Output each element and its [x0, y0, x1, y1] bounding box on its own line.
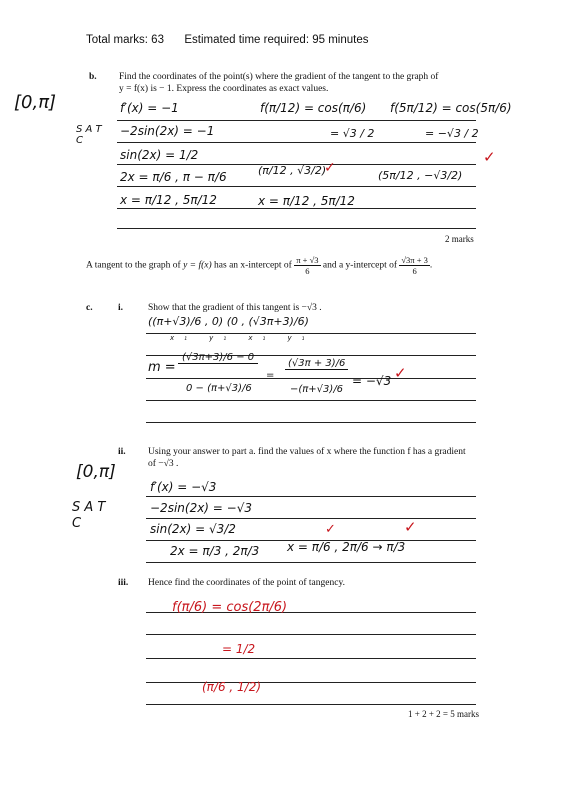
part-c-i-m-den: 0 − (π+√3)/6 [186, 383, 252, 394]
part-b-eval1c: (π/12 , √3/2) [258, 164, 327, 177]
part-c-i-equals: = [266, 370, 275, 381]
part-c-ii-answer: x = π/6 , 2π/6 → π/3 [287, 540, 406, 554]
part-c-iii-step-2: = 1/2 [222, 642, 256, 656]
part-c-i-m: m = [148, 360, 176, 375]
stem-xint-num: π + √3 [296, 255, 319, 265]
estimated-time: Estimated time required: 95 minutes [184, 34, 369, 46]
part-c-i-m-num: (√3π+3)/6 − 0 [178, 352, 258, 364]
part-b-marks: 2 marks [445, 234, 474, 244]
part-c-ii-step-4: 2x = π/3 , 2π/3 [170, 544, 260, 558]
part-b-margin-domain: [0,π] [14, 92, 57, 113]
part-c-i-step-num: (√3π + 3)/6 [285, 358, 348, 370]
part-c-ii-question [148, 446, 478, 470]
part-c-i-points: ((π+√3)/6 , 0) (0 , (√3π+3)/6) [148, 315, 309, 328]
part-b-step-1: f′(x) = −1 [120, 101, 179, 115]
part-b-step-2: −2sin(2x) = −1 [120, 124, 215, 138]
part-c-iii-question: Hence find the coordinates of the point of tangency. [148, 578, 345, 588]
stem-yint-den: 6 [412, 266, 417, 276]
part-b-check-2: ✓ [483, 148, 496, 166]
part-c-ii-question-line2: of −√3 . [148, 459, 179, 469]
part-c-ii-question-line1: Using your answer to part a. find the values of x where the function f has a gradient [148, 447, 466, 457]
part-c-iii-step-3: (π/6 , 1/2) [202, 680, 262, 694]
part-b-eval1: f(π/12) = cos(π/6) [260, 101, 367, 115]
part-b-eval1b: = √3 / 2 [330, 127, 375, 140]
part-b-question [119, 71, 479, 95]
part-c-ii-check-1: ✓ [325, 522, 336, 537]
stem-text-c: has an x-intercept of [214, 260, 292, 271]
part-c-i-question: Show that the gradient of this tangent is −√3 . [148, 303, 322, 313]
part-c-ii-step-3: sin(2x) = √3/2 [150, 522, 236, 536]
total-marks: Total marks: 63 [86, 34, 164, 46]
part-b-margin-cast: S A T C [76, 124, 102, 146]
part-b-step-5: x = π/12 , 5π/12 [120, 193, 217, 207]
part-c-ii-margin-cast: S A T C [72, 500, 106, 531]
part-c-ii-margin-domain: [0,π] [76, 462, 116, 482]
part-c-ii-label: ii. [118, 447, 126, 457]
part-b-step-4: 2x = π/6 , π − π/6 [120, 170, 227, 184]
part-c-ii-check-2: ✓ [404, 518, 417, 536]
part-c-i-result: = −√3 [352, 374, 392, 388]
part-b-eval2b: = −√3 / 2 [425, 127, 479, 140]
part-b-step-3: sin(2x) = 1/2 [120, 148, 199, 162]
stem-x-intercept [294, 255, 320, 276]
part-c-i-label: i. [118, 303, 124, 313]
part-c-iii-step-1: f(π/6) = cos(2π/6) [172, 600, 288, 615]
stem-y-intercept [399, 255, 430, 276]
part-c-i-step-den: −(π+√3)/6 [290, 384, 344, 395]
part-c-iii-label: iii. [118, 578, 129, 588]
part-b-label: b. [89, 72, 97, 82]
part-b-eval2: f(5π/12) = cos(5π/6) [390, 101, 512, 115]
stem-xint-den: 6 [305, 266, 310, 276]
stem-yint-num: √3π + 3 [401, 255, 428, 265]
part-c-ii-step-2: −2sin(2x) = −√3 [150, 501, 252, 515]
stem: A tangent to the graph of y = f(x) has an x-intercept of $\frac{\pi + √3}{6}$ and a y-intercept of $\frac{√3\pi + 3}{6}$ . [86, 255, 433, 276]
part-c-i-point-labels: x₁ y₁ x₁ y₁ [170, 334, 315, 342]
header [86, 34, 368, 46]
part-b-eval2c: (5π/12 , −√3/2) [378, 169, 463, 182]
stem-text-b: y = f(x) [183, 260, 212, 271]
stem-text-d: and a y-intercept of [322, 260, 397, 271]
part-c-label: c. [86, 303, 93, 313]
part-c-ii-step-1: f′(x) = −√3 [150, 480, 217, 494]
part-b-check-1: ✓ [324, 160, 336, 176]
part-b-x-values: x = π/12 , 5π/12 [258, 194, 355, 208]
stem-text-a: A tangent to the graph of [86, 260, 181, 271]
part-b-question-line1: Find the coordinates of the point(s) where the gradient of the tangent to the graph of [119, 72, 439, 82]
part-b-question-line2: y = f(x) is − 1. Express the coordinates as exact values. [119, 84, 329, 94]
part-c-i-check: ✓ [394, 364, 407, 382]
part-c-marks: 1 + 2 + 2 = 5 marks [408, 709, 479, 719]
